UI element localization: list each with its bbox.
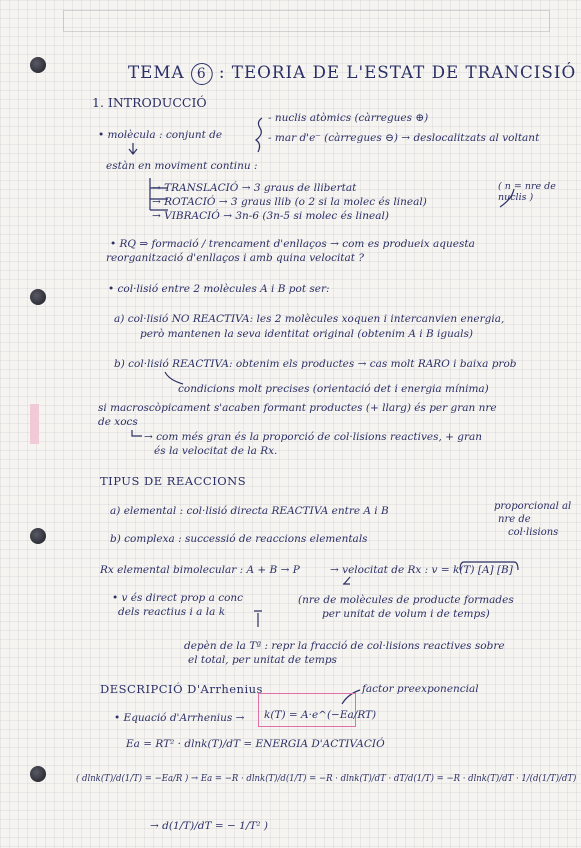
note-translacio: → TRANSLACIÓ → 3 graus de llibertat: [152, 182, 357, 194]
equation-arrhenius: k(T) = A·e^(−Ea/RT): [264, 709, 377, 721]
note-rq-line1: • RQ ⇒ formació / trencament d'enllaços → com es produeix aquesta: [110, 238, 475, 250]
section-heading-arrhenius: DESCRIPCIÓ D'Arrhenius: [100, 682, 263, 696]
note-reactiva-1: b) col·lisió REACTIVA: obtenim els productes → cas molt RARO i baixa prob: [114, 358, 517, 370]
note-rq-line2: reorganització d'enllaços i amb quina velocitat ?: [106, 252, 364, 264]
note-mar-electrons: - mar d'e⁻ (càrregues ⊖) → deslocalitzats al voltant: [268, 132, 540, 144]
note-nre-molecules-1: (nre de molècules de producte formades: [298, 594, 514, 606]
note-no-reactiva-1: a) col·lisió NO REACTIVA: les 2 molècules xoquen i intercanvien energia,: [114, 313, 505, 325]
note-colisio: • col·lisió entre 2 molècules A i B pot ser:: [108, 283, 330, 295]
note-com-2: és la velocitat de la Rx.: [154, 445, 278, 457]
note-rx-bimolecular: Rx elemental bimolecular : A + B → P: [100, 564, 300, 576]
note-equacio-label: • Equació d'Arrhenius →: [114, 712, 245, 724]
note-depen-2: el total, per unitat de temps: [188, 654, 337, 666]
note-nre-de: nre de: [498, 514, 531, 525]
page-title: [128, 63, 576, 85]
note-factor-preexponencial: factor preexponencial: [362, 683, 479, 695]
note-direct-prop-1: • v és direct prop a conc: [112, 592, 244, 604]
note-nuclis: - nuclis atòmics (càrregues ⊕): [268, 112, 429, 124]
equation-derivation: ( dlnk(T)/d(1/T) = −Ea/R ) → Ea = −R · dlnk(T)/d(1/T) = −R · dlnk(T)/dT · dT/d(1/T) = −R · dlnk(T)/dT · 1/(d(1/T)/dT): [76, 773, 577, 784]
note-rotacio: → ROTACIÓ → 3 graus llib (o 2 si la molec és lineal): [152, 196, 427, 208]
note-no-reactiva-2: però mantenen la seva identitat original (obtenim A i B iguals): [140, 328, 473, 340]
note-macro-2: de xocs: [98, 416, 138, 428]
title-number: 6: [191, 63, 213, 85]
note-macro-1: si macroscòpicament s'acaben formant productes (+ llarg) és per gran nre: [98, 402, 497, 414]
equation-derivative-inverse-T: → d(1/T)/dT = − 1/T² ): [150, 820, 269, 832]
equation-activation-energy: Ea = RT² · dlnk(T)/dT = ENERGIA D'ACTIVACIÓ: [126, 738, 385, 750]
note-vibracio: → VIBRACIÓ → 3n-6 (3n-5 si molec és lineal): [152, 210, 389, 222]
note-com-1: → com més gran és la proporció de col·lisions reactives, + gran: [144, 431, 483, 443]
note-elemental: a) elemental : col·lisió directa REACTIVA entre A i B: [110, 505, 389, 517]
note-nre-molecules-2: per unitat de volum i de temps): [322, 608, 490, 620]
note-depen-1: depèn de la Tª : repr la fracció de col·lisions reactives sobre: [184, 640, 505, 652]
note-direct-prop-2: dels reactius i a la k: [118, 606, 226, 618]
note-molecula: • molècula : conjunt de: [98, 129, 223, 141]
note-proporcional: proporcional al: [494, 501, 572, 512]
title-rest: : TEORIA DE L'ESTAT DE TRANCISIÓ: [218, 63, 577, 83]
note-col-lisions: col·lisions: [508, 527, 559, 538]
section-heading-tipus: TIPUS DE REACCIONS: [100, 474, 247, 488]
note-n-nuclis: ( n = nre de nuclis ): [498, 181, 556, 203]
note-velocitat: → velocitat de Rx : v = k(T) [A] [B]: [330, 564, 513, 576]
note-reactiva-2: condicions molt precises (orientació det i energia mínima): [178, 383, 489, 395]
section-heading-introduccio: 1. INTRODUCCIÓ: [92, 95, 207, 110]
title-tema: TEMA: [128, 63, 185, 83]
note-complexa: b) complexa : successió de reaccions elementals: [110, 533, 368, 545]
note-moviment: estàn en moviment continu :: [106, 160, 258, 172]
